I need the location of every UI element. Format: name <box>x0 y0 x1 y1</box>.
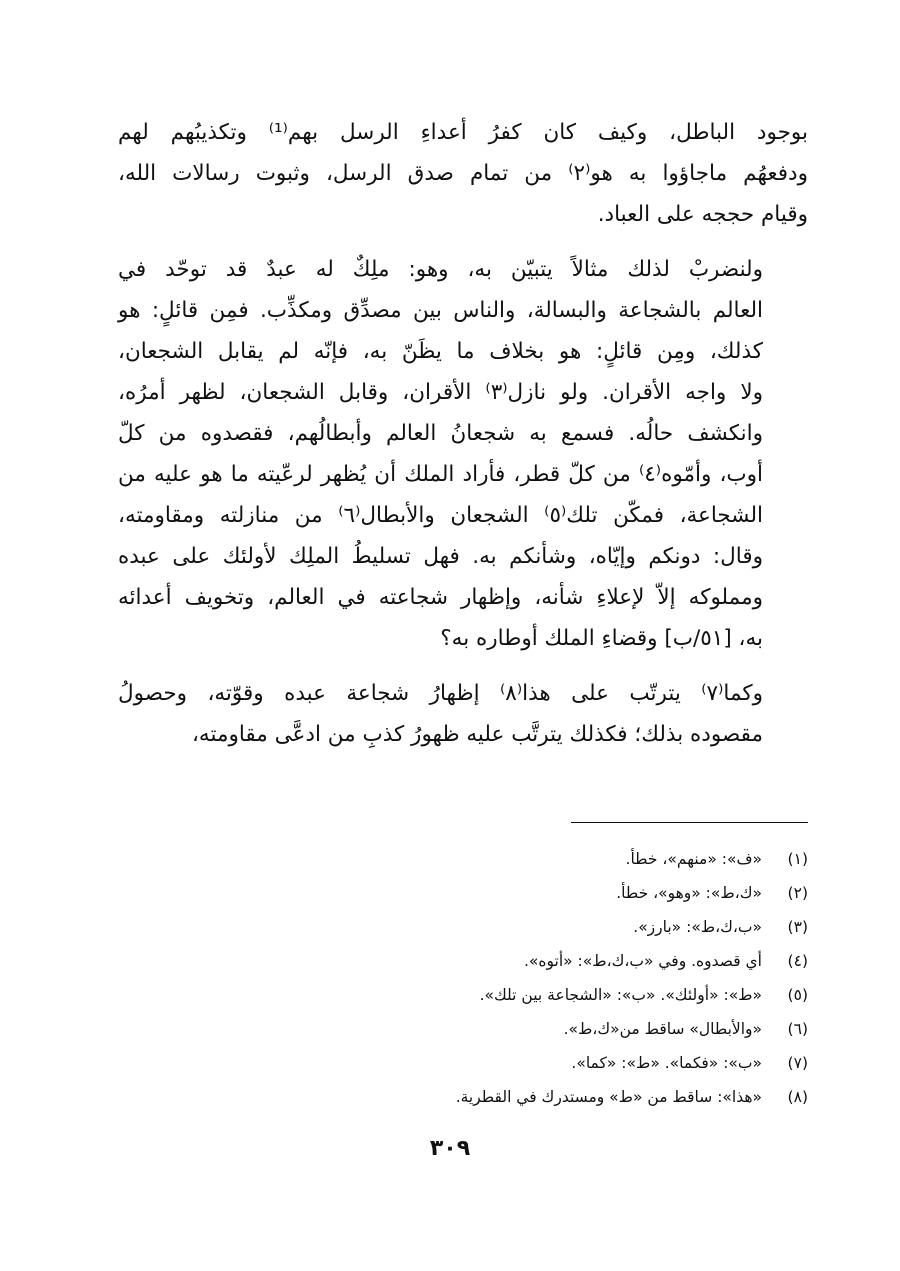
footnote-number: (٢) <box>787 884 808 902</box>
footnote-number: (٣) <box>787 918 808 936</box>
footnote <box>300 876 808 910</box>
footnote-number: (٥) <box>787 986 808 1004</box>
text-line: الشجاعة، فمكّن تلك⁽٥⁾ الشجعان والأبطال⁽٦⁾ من منازلته ومقاومته، <box>118 503 763 528</box>
paragraph <box>118 249 808 659</box>
footnote-number: (١) <box>787 850 808 868</box>
footnote <box>300 910 808 944</box>
footnote <box>300 842 808 876</box>
text-line: وكما⁽٧⁾ يترتّب على هذا⁽٨⁾ إظهارُ شجاعة عبده وقوّته، وحصولُ <box>118 681 763 706</box>
text-line: أوب، وأمّوه⁽٤⁾ من كلّ قطر، فأراد الملك أن يُظهر لرعّيته ما هو عليه من <box>118 462 763 487</box>
footnote-text: «والأبطال» ساقط من«ك،ط». <box>563 1020 762 1038</box>
text-line: ولنضربْ لذلك مثالاً يتبيّن به، وهو: ملِكٌ له عبدٌ قد توحّد في <box>118 257 763 282</box>
footnote <box>300 1012 808 1046</box>
paragraph <box>118 673 808 755</box>
footnote-text: «ب»: «فكما». «ط»: «كما». <box>571 1054 762 1072</box>
footnote-number: (٦) <box>787 1020 808 1038</box>
text-line: وقيام حججه على العباد. <box>597 202 808 227</box>
text-line: كذلك، ومِن قائلٍ: هو بخلاف ما يظَنّ به، فإنّه لم يقابل الشجعان، <box>118 339 763 364</box>
footnote-number: (٤) <box>787 952 808 970</box>
text-line: العالم بالشجاعة والبسالة، والناس بين مصدِّق ومكذِّب. فمِن قائلٍ: هو <box>118 298 763 323</box>
footnote-separator <box>571 822 808 823</box>
footnote <box>300 1046 808 1080</box>
footnote-number: (٧) <box>787 1054 808 1072</box>
text-line: ولا واجه الأقران. ولو نازل⁽٣⁾ الأقران، وقابل الشجعان، لظهر أمرُه، <box>118 380 763 405</box>
footnote <box>300 978 808 1012</box>
main-text <box>118 112 808 769</box>
text-line: وانكشف حالُه. فسمع به شجعانُ العالم وأبطالُهم، فقصدوه من كلّ <box>118 421 763 446</box>
footnote-text: أي قصدوه. وفي «ب،ك،ط»: «أتوه». <box>523 952 762 970</box>
footnote-text: «هذا»: ساقط من «ط» ومستدرك في القطرية. <box>455 1088 762 1106</box>
text-line: بوجود الباطل، وكيف كان كفرُ أعداءِ الرسل بهم⁽¹⁾ وتكذيبُهم لهم <box>118 120 808 145</box>
footnote-text: «ف»: «منهم»، خطأ. <box>625 850 762 868</box>
text-line: ودفعهُم ماجاؤوا به هو⁽٢⁾ من تمام صدق الرسل، وثبوت رسالات الله، <box>118 161 808 186</box>
text-line: ومملوكه إلاّ لإعلاءِ شأنه، وإظهار شجاعته في العالم، وتخويف أعدائه <box>118 585 763 610</box>
paragraph <box>118 112 808 235</box>
footnote-number: (٨) <box>787 1088 808 1106</box>
text-line: به، [٥١/ب] وقضاءِ الملك أوطاره به؟ <box>440 626 763 651</box>
footnotes <box>300 842 808 1114</box>
footnote-text: «ك،ط»: «وهو»، خطأ. <box>616 884 762 902</box>
footnote <box>300 944 808 978</box>
footnote <box>300 1080 808 1114</box>
footnote-text: «ب،ك،ط»: «بارز». <box>633 918 762 936</box>
text-line: مقصوده بذلك؛ فكذلك يترتَّب عليه ظهورُ كذبِ من ادعَّى مقاومته، <box>191 722 763 747</box>
page-number: ٣٠٩ <box>429 1136 471 1161</box>
text-line: وقال: دونكم وإيّاه، وشأنكم به. فهل تسليطُ الملِك لأولئك على عبده <box>118 544 763 569</box>
footnote-text: «ط»: «أولئك». «ب»: «الشجاعة بين تلك». <box>479 986 762 1004</box>
